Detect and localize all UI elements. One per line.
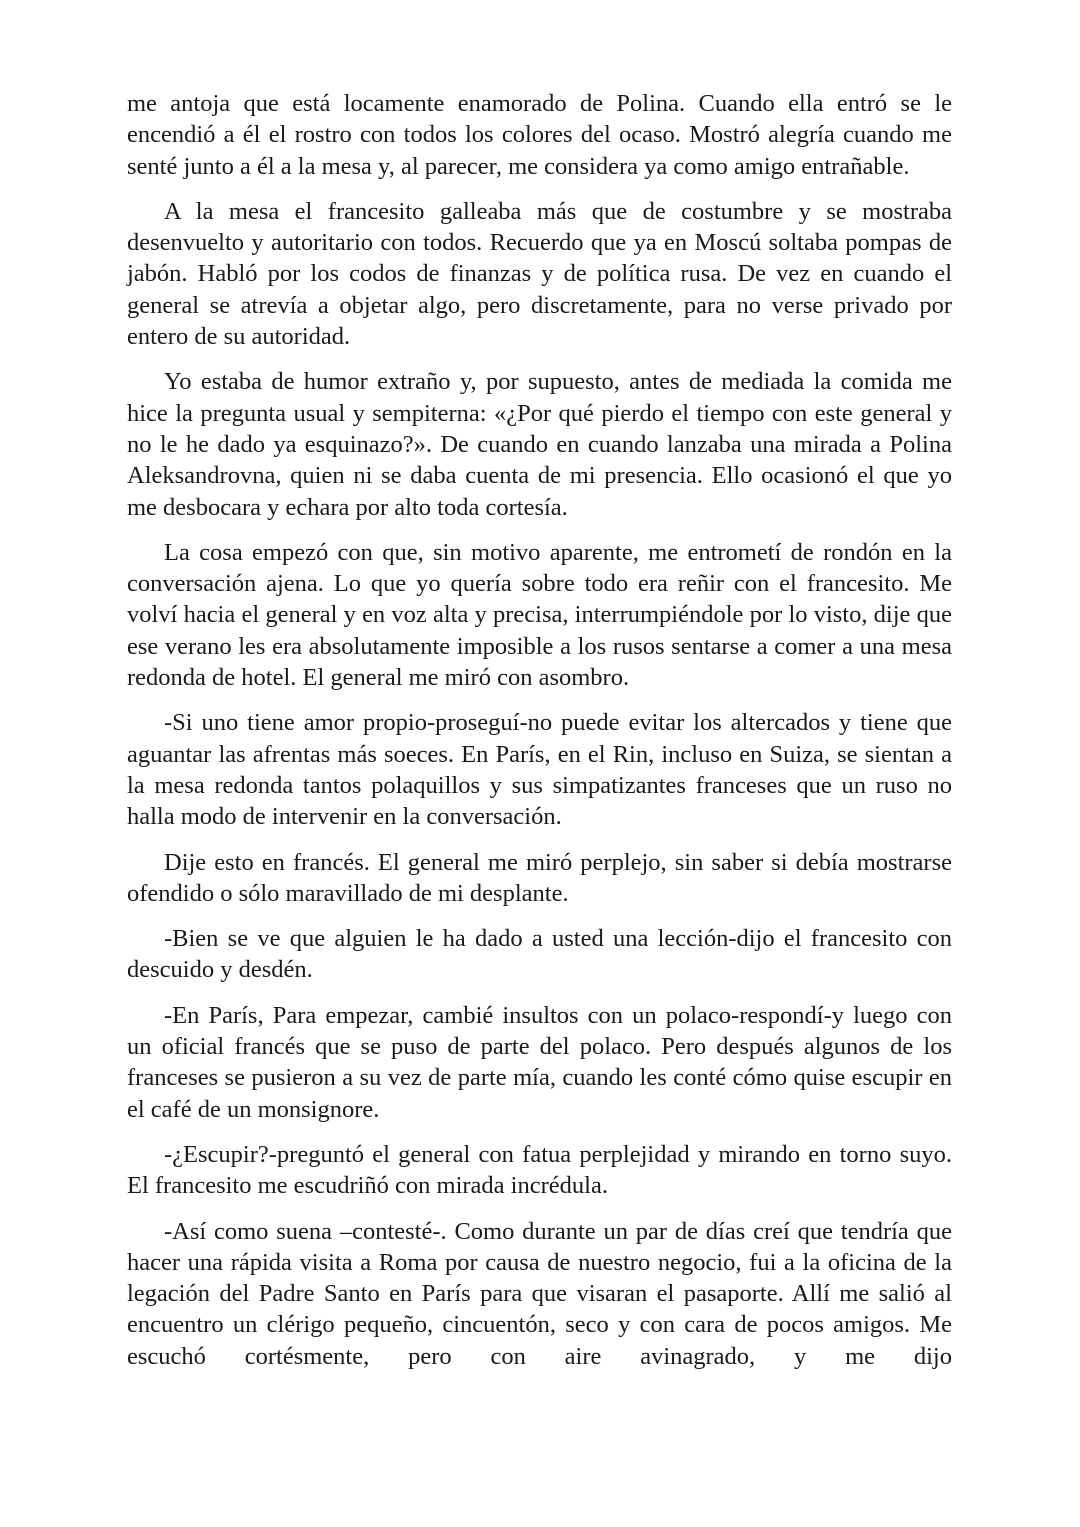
paragraph-3: Yo estaba de humor extraño y, por supuesto, antes de mediada la comida me hice la pregunta usual y sempiterna: «¿Por qué pierdo el tiempo con este general y no le he dado ya esquinazo?». De cuando en cuando lanzaba una mirada a Polina Aleksandrovna, quien ni se daba cuenta de mi presencia. Ello ocasionó el que yo me desbocara y echara por alto toda cortesía. — [127, 368, 952, 521]
paragraph-2: A la mesa el francesito galleaba más que de costumbre y se mostraba desenvuelto y autoritario con todos. Recuerdo que ya en Moscú soltaba pompas de jabón. Habló por los codos de finanzas y de política rusa. De vez en cuando el general se atrevía a objetar algo, pero discretamente, para no verse privado por entero de su autoridad. — [127, 197, 952, 351]
paragraph-8: -En París, Para empezar, cambié insultos con un polaco-respondí-y luego con un oficial francés que se puso de parte del polaco. Pero después algunos de los franceses se pusieron a su vez de parte mía, cuando les conté cómo quise escupir en el café de un monsignore. — [127, 1001, 952, 1123]
paragraph-7: -Bien se ve que alguien le ha dado a usted una lección-dijo el francesito con descuido y desdén. — [127, 925, 952, 984]
page-body — [127, 88, 952, 1372]
paragraph-10: -Así como suena –contesté-. Como durante un par de días creí que tendría que hacer una rápida visita a Roma por causa de nuestro negocio, fui a la oficina de la legación del Padre Santo en París para que visaran el pasaporte. Allí me salió al encuentro un clérigo pequeño, cincuentón, seco y con cara de pocos amigos. Me escuchó cortésmente, pero con aire avinagrado, y me dijo — [127, 1217, 952, 1370]
paragraph-9: -¿Escupir?-preguntó el general con fatua perplejidad y mirando en torno suyo. El francesito me escudriñó con mirada incrédula. — [127, 1140, 952, 1200]
paragraph-5: -Si uno tiene amor propio-proseguí-no puede evitar los altercados y tiene que aguantar las afrentas más soeces. En París, en el Rin, incluso en Suiza, se sientan a la mesa redonda tantos polaquillos y sus simpatizantes franceses que un ruso no halla modo de intervenir en la conversación. — [127, 709, 952, 831]
paragraph-4: La cosa empezó con que, sin motivo aparente, me entrometí de rondón en la conversación ajena. Lo que yo quería sobre todo era reñir con el francesito. Me volví hacia el general y en voz alta y precisa, interrumpiéndole por lo visto, dije que ese verano les era absolutamente imposible a los rusos sentarse a comer a una mesa redonda de hotel. El general me miró con asombro. — [127, 538, 952, 692]
paragraph-1: me antoja que está locamente enamorado de Polina. Cuando ella entró se le encendió a él el rostro con todos los colores del ocaso. Mostró alegría cuando me senté junto a él a la mesa y, al parecer, me considera ya como amigo entrañable. — [127, 90, 952, 180]
paragraph-6: Dije esto en francés. El general me miró perplejo, sin saber si debía mostrarse ofendido o sólo maravillado de mi desplante. — [127, 848, 952, 907]
